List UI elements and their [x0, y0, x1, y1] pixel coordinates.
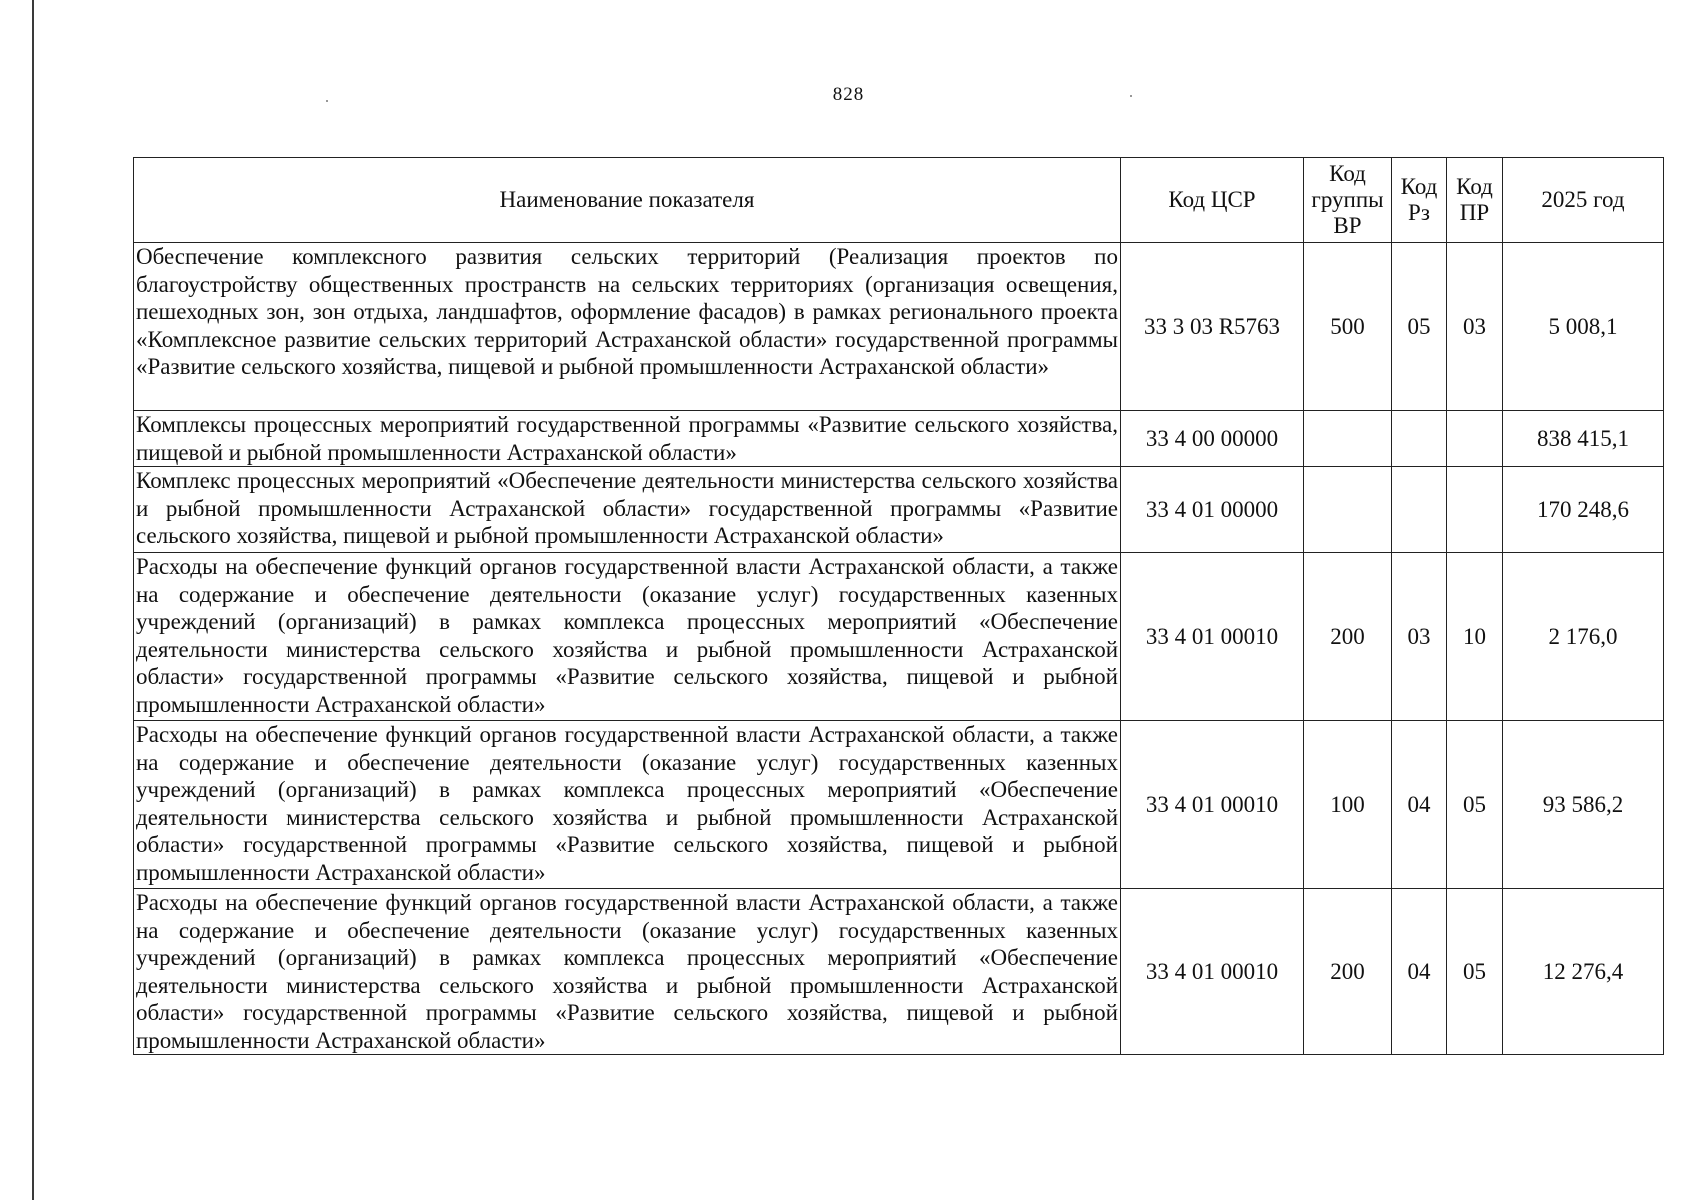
row-rz-code: 04 — [1392, 721, 1447, 889]
row-vr-code: 100 — [1304, 721, 1392, 889]
table-row — [134, 467, 1664, 553]
row-name: Комплекс процессных мероприятий «Обеспечение деятельности министерства сельского хозяйства и рыбной промышленности Астраханской области» государственной программы «Развитие сельского хозяйства, пищевой и рыбной промышленности Астраханской области» — [134, 467, 1121, 553]
binding-edge-line — [32, 0, 34, 1200]
row-csr-code: 33 3 03 R5763 — [1121, 243, 1304, 411]
table-row — [134, 889, 1664, 1055]
row-amount: 5 008,1 — [1503, 243, 1664, 411]
header-csr-code: Код ЦСР — [1121, 158, 1304, 243]
header-year: 2025 год — [1503, 158, 1664, 243]
table-header-row — [134, 158, 1664, 243]
table-row — [134, 721, 1664, 889]
header-rz-code: Код Рз — [1392, 158, 1447, 243]
row-vr-code: 500 — [1304, 243, 1392, 411]
row-rz-code: 04 — [1392, 889, 1447, 1055]
row-pr-code: 10 — [1447, 553, 1503, 721]
row-pr-code — [1447, 467, 1503, 553]
row-rz-code — [1392, 411, 1447, 467]
row-csr-code: 33 4 01 00010 — [1121, 889, 1304, 1055]
row-csr-code: 33 4 01 00000 — [1121, 467, 1304, 553]
budget-table — [133, 157, 1664, 1055]
row-amount: 93 586,2 — [1503, 721, 1664, 889]
header-name: Наименование показателя — [134, 158, 1121, 243]
row-rz-code — [1392, 467, 1447, 553]
table-row — [134, 411, 1664, 467]
row-name: Обеспечение комплексного развития сельских территорий (Реализация проектов по благоустройству общественных пространств на сельских территориях (организация освещения, пешеходных зон, зон отдыха, ландшафтов, оформление фасадов) в рамках регионального проекта «Комплексное развитие сельских территорий Астраханской области» государственной программы «Развитие сельского хозяйства, пищевой и рыбной промышленности Астраханской области» — [134, 243, 1121, 411]
row-pr-code: 03 — [1447, 243, 1503, 411]
row-amount: 170 248,6 — [1503, 467, 1664, 553]
row-name: Расходы на обеспечение функций органов государственной власти Астраханской области, а также на содержание и обеспечение деятельности (оказание услуг) государственных казенных учреждений (организаций) в рамках комплекса процессных мероприятий «Обеспечение деятельности министерства сельского хозяйства и рыбной промышленности Астраханской области» государственной программы «Развитие сельского хозяйства, пищевой и рыбной промышленности Астраханской области» — [134, 889, 1121, 1055]
row-csr-code: 33 4 01 00010 — [1121, 721, 1304, 889]
row-vr-code — [1304, 467, 1392, 553]
row-amount: 2 176,0 — [1503, 553, 1664, 721]
row-name: Расходы на обеспечение функций органов государственной власти Астраханской области, а также на содержание и обеспечение деятельности (оказание услуг) государственных казенных учреждений (организаций) в рамках комплекса процессных мероприятий «Обеспечение деятельности министерства сельского хозяйства и рыбной промышленности Астраханской области» государственной программы «Развитие сельского хозяйства, пищевой и рыбной промышленности Астраханской области» — [134, 553, 1121, 721]
row-name: Расходы на обеспечение функций органов государственной власти Астраханской области, а также на содержание и обеспечение деятельности (оказание услуг) государственных казенных учреждений (организаций) в рамках комплекса процессных мероприятий «Обеспечение деятельности министерства сельского хозяйства и рыбной промышленности Астраханской области» государственной программы «Развитие сельского хозяйства, пищевой и рыбной промышленности Астраханской области» — [134, 721, 1121, 889]
row-amount: 12 276,4 — [1503, 889, 1664, 1055]
row-rz-code: 03 — [1392, 553, 1447, 721]
header-vr-code: Код группы ВР — [1304, 158, 1392, 243]
row-csr-code: 33 4 00 00000 — [1121, 411, 1304, 467]
row-name: Комплексы процессных мероприятий государственной программы «Развитие сельского хозяйства, пищевой и рыбной промышленности Астраханской области» — [134, 411, 1121, 467]
row-rz-code: 05 — [1392, 243, 1447, 411]
row-vr-code: 200 — [1304, 553, 1392, 721]
row-pr-code: 05 — [1447, 721, 1503, 889]
row-amount: 838 415,1 — [1503, 411, 1664, 467]
row-pr-code: 05 — [1447, 889, 1503, 1055]
page-number: 828 — [832, 84, 865, 105]
row-vr-code — [1304, 411, 1392, 467]
row-csr-code: 33 4 01 00010 — [1121, 553, 1304, 721]
row-pr-code — [1447, 411, 1503, 467]
table-row — [134, 243, 1664, 411]
row-vr-code: 200 — [1304, 889, 1392, 1055]
header-pr-code: Код ПР — [1447, 158, 1503, 243]
table-row — [134, 553, 1664, 721]
